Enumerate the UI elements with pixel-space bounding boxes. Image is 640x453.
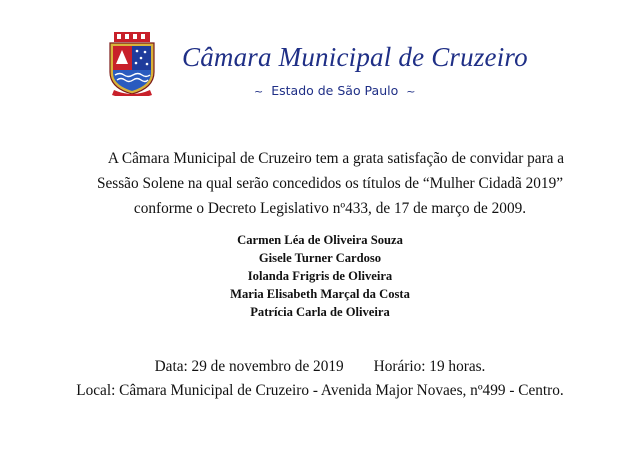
- institution-subtitle: [246, 83, 423, 98]
- event-location: Local: Câmara Municipal de Cruzeiro - Avenida Major Novaes, nº499 - Centro.: [76, 382, 564, 399]
- state-name: Estado de São Paulo: [271, 83, 399, 98]
- honoree-name: Maria Elisabeth Marçal da Costa: [230, 287, 410, 301]
- honorees-list: [0, 231, 640, 321]
- honoree-name: Carmen Léa de Oliveira Souza: [237, 233, 403, 247]
- event-time: Horário: 19 horas.: [373, 358, 486, 375]
- honoree-name: Gisele Turner Cardoso: [258, 251, 382, 265]
- event-date: Data: 29 de novembro de 2019: [154, 358, 344, 375]
- honoree-name: Iolanda Frigris de Oliveira: [247, 269, 393, 283]
- date-time-line: [0, 355, 640, 379]
- invitation-line-3: conforme o Decreto Legislativo nº433, de 17 de março de 2009.: [133, 200, 527, 217]
- event-details: [0, 355, 640, 403]
- invitation-line-1: A Câmara Municipal de Cruzeiro tem a grata satisfação de convidar para a: [107, 150, 565, 167]
- coat-of-arms-icon: [106, 32, 158, 96]
- honoree-name: Patrícia Carla de Oliveira: [250, 305, 390, 319]
- ornament-left: ~: [254, 85, 264, 98]
- institution-title: Câmara Municipal de Cruzeiro: [182, 42, 528, 72]
- ornament-right: ~: [406, 85, 416, 98]
- letterhead: [0, 0, 640, 110]
- invitation-line-2: Sessão Solene na qual serão concedidos os títulos de “Mulher Cidadã 2019”: [96, 175, 564, 192]
- invitation-text: [50, 146, 610, 221]
